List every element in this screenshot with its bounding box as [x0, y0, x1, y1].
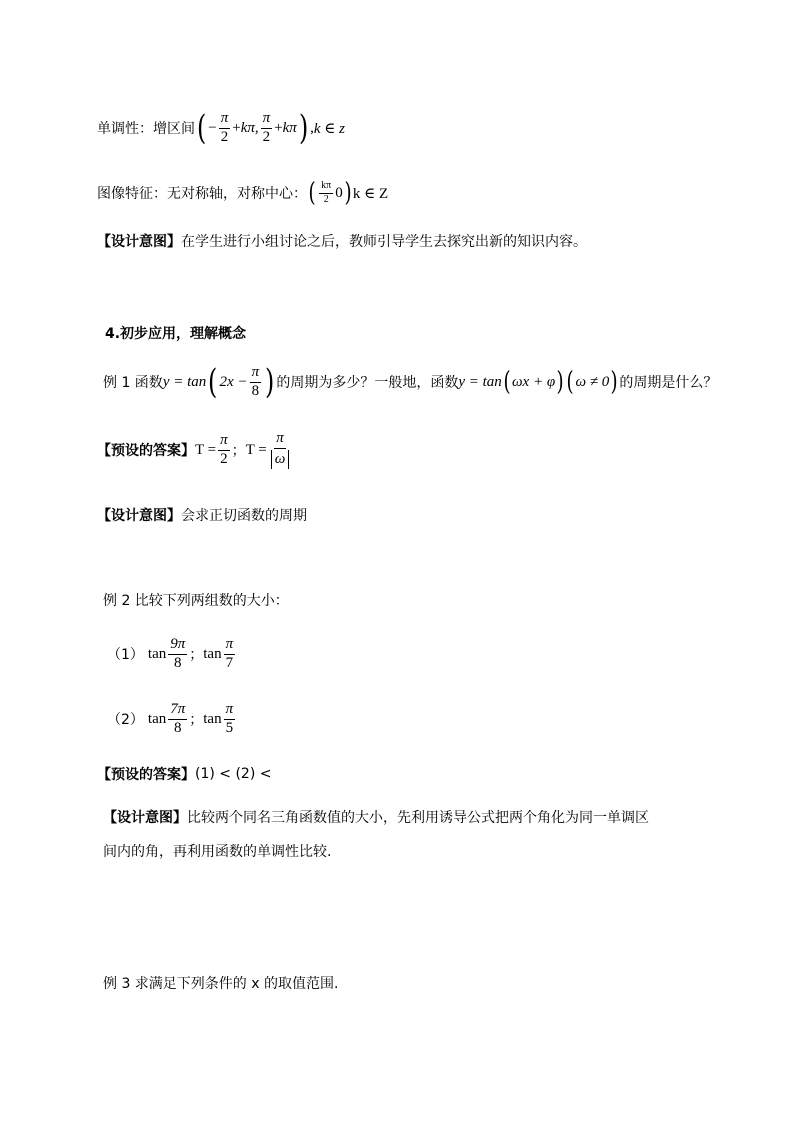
example-1: 例 1 函数 y = tan ( 2x − $\frac{\pi}{8}$ ) 的周期为多少？一般地，函数 y = tan ( ωx + φ ) ( ω ≠ 0 ) 的周期是什么？	[103, 362, 718, 402]
close-paren: )	[298, 108, 309, 148]
pi-over-abs-omega: $\frac{\pi}{\omega}$	[269, 431, 292, 469]
preset-answer-1: 【预设的答案】 T = $\frac{\pi}{2}$ ； T = $\frac{\pi}{\omega}$	[97, 420, 293, 480]
k-in-Z: k ∈ Z	[352, 185, 389, 202]
design-intent-2: 【设计意图】 会求正切函数的周期	[97, 508, 307, 524]
image-feature-line: 图像特征：无对称轴，对称中心： ( $\frac{k\pi}{2}$ 0 ) k ∈ Z	[97, 178, 389, 208]
monotonicity-label: 单调性：增区间	[97, 121, 195, 137]
neg-sign: −	[208, 119, 217, 136]
k-in-z: k ∈ z	[313, 120, 345, 137]
design-intent-text: 在学生进行小组讨论之后，教师引导学生去探究出新的知识内容。	[181, 234, 587, 250]
example-2: 例 2 比较下列两组数的大小：	[103, 593, 289, 609]
pi-over-8-fraction: $\frac{\pi}{8}$	[251, 363, 260, 399]
pi-over-2-answer: $\frac{\pi}{2}$	[220, 431, 228, 467]
section-title: 4.初步应用，理解概念	[105, 326, 247, 342]
design-intent-3-line-1: 【设计意图】 比较两个同名三角函数值的大小，先利用诱导公式把两个角化为同一单调区	[103, 810, 649, 826]
image-feature-label: 图像特征：无对称轴，对称中心：	[97, 186, 307, 202]
pi-over-2-fraction: $\frac{\pi}{2}$	[220, 109, 229, 145]
pi-over-2-fraction-2: $\frac{\pi}{2}$	[262, 109, 271, 145]
monotonicity-line: 单调性：增区间 ( − $\frac{\pi}{2}$ + kπ , $\frac{\pi}{2}$ + kπ ) , k ∈ z	[97, 108, 345, 148]
kpi-over-2-fraction: $\frac{k\pi}{2}$	[321, 180, 332, 205]
preset-answer-tag: 【预设的答案】	[97, 443, 195, 459]
example-3: 例 3 求满足下列条件的 x 的取值范围.	[103, 976, 339, 992]
preset-answer-2: 【预设的答案】 (1) < (2) <	[97, 766, 272, 783]
example-2-item-1: （1） tan $\frac{9\pi}{8}$ ； tan $\frac{\pi}{7}$	[107, 635, 234, 671]
design-intent-tag: 【设计意图】	[97, 234, 181, 250]
example-2-item-2: （2） tan $\frac{7\pi}{8}$ ； tan $\frac{\pi}{5}$	[107, 700, 234, 736]
open-paren: (	[196, 108, 207, 148]
design-intent-1	[97, 211, 587, 271]
design-intent-3-line-2: 间内的角，再利用函数的单调性比较.	[103, 844, 332, 860]
